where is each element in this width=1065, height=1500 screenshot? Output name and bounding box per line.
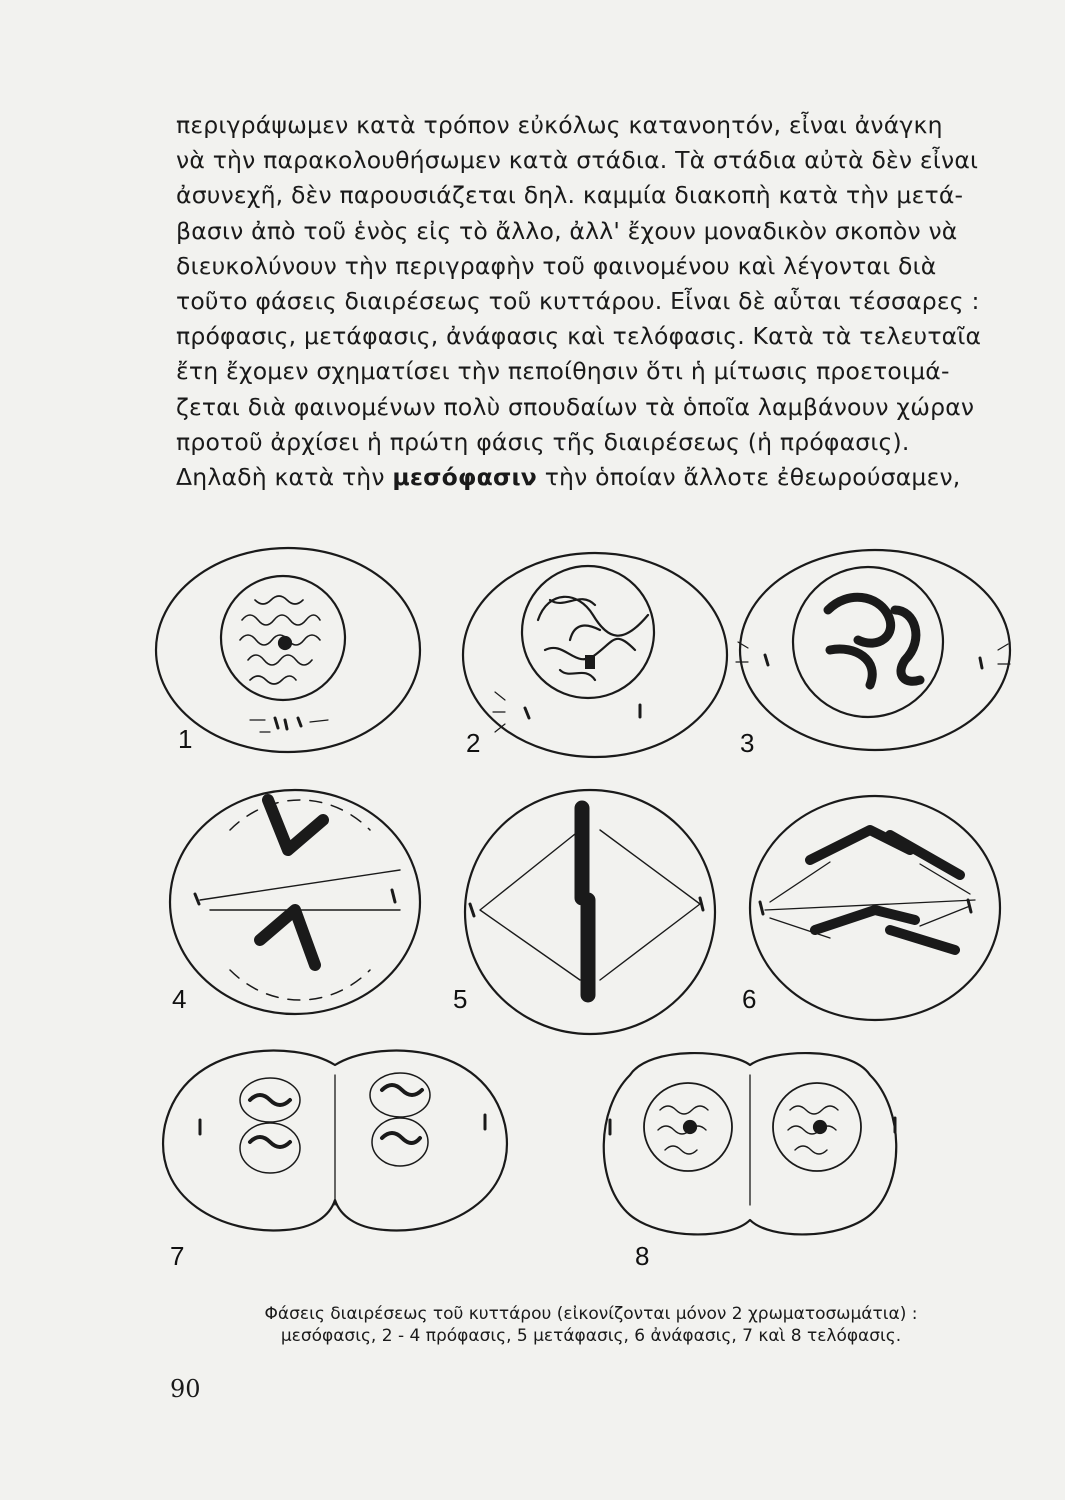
figure-label-1: 1 xyxy=(178,724,193,754)
text-line: διευκολύνουν τὴν περιγραφὴν τοῦ φαινομένου καὶ λέγονται διὰ xyxy=(176,251,937,280)
figure-caption xyxy=(176,1303,1006,1347)
text-line: ζεται διὰ φαινομένων πολὺ σπουδαίων τὰ ὁποῖα λαμβάνουν χώραν xyxy=(176,392,975,421)
figure-label-2: 2 xyxy=(466,728,481,758)
caption-line: Φάσεις διαιρέσεως τοῦ κυττάρου (εἰκονίζονται μόνον 2 χρωματοσωμάτια) : xyxy=(264,1304,918,1324)
cell-3-prophase xyxy=(736,550,1010,750)
figure-label-6: 6 xyxy=(742,984,757,1014)
text-segment: τὴν ὁποίαν ἄλλοτε ἐθεωρούσαμεν, xyxy=(537,463,961,492)
cell-5-metaphase xyxy=(465,790,715,1034)
text-line: πρόφασις, μετάφασις, ἀνάφασις καὶ τελόφασις. Κατὰ τὰ τελευταῖα xyxy=(176,322,982,351)
bold-term-mesophase: μεσόφασιν xyxy=(392,463,538,492)
text-line: ἔτη ἔχομεν σχηματίσει τὴν πεποίθησιν ὅτι ἡ μίτωσις προετοιμά- xyxy=(176,357,950,386)
text-line: περιγράψωμεν κατὰ τρόπον εὐκόλως κατανοητόν, εἶναι ἀνάγκη xyxy=(176,111,943,139)
text-line: προτοῦ ἀρχίσει ἡ πρώτη φάσις τῆς διαιρέσεως (ἡ πρόφασις). xyxy=(176,427,910,456)
mitosis-figure xyxy=(150,530,1030,1290)
cell-7-telophase xyxy=(163,1051,507,1231)
text-line: τοῦτο φάσεις διαιρέσεως τοῦ κυττάρου. Εἶναι δὲ αὗται τέσσαρες : xyxy=(176,287,980,316)
text-line: βασιν ἀπὸ τοῦ ἑνὸς εἰς τὸ ἄλλο, ἀλλ' ἔχουν μοναδικὸν σκοπὸν νὰ xyxy=(176,216,958,245)
figure-label-7: 7 xyxy=(170,1241,185,1271)
body-text xyxy=(176,108,1008,495)
text-line: ἀσυνεχῆ, δὲν παρουσιάζεται δηλ. καμμία διακοπὴ κατὰ τὴν μετά- xyxy=(176,181,964,210)
text-segment: Δηλαδὴ κατὰ τὴν xyxy=(176,463,393,492)
text-line-last xyxy=(176,460,1008,495)
page-number: 90 xyxy=(170,1375,201,1403)
cell-8-telophase xyxy=(604,1053,897,1234)
text-line: νὰ τὴν παρακολουθήσωμεν κατὰ στάδια. Τὰ στάδια αὐτὰ δὲν εἶναι xyxy=(176,146,979,175)
cell-1-interphase xyxy=(156,548,420,752)
mitosis-illustration xyxy=(150,530,1030,1290)
figure-label-5: 5 xyxy=(453,984,468,1014)
cell-6-anaphase xyxy=(750,796,1000,1020)
cell-2-prophase xyxy=(463,553,727,757)
caption-line: μεσόφασις, 2 - 4 πρόφασις, 5 μετάφασις, 6 ἀνάφασις, 7 καὶ 8 τελόφασις. xyxy=(280,1326,902,1346)
figure-label-8: 8 xyxy=(635,1241,650,1271)
figure-label-4: 4 xyxy=(172,984,187,1014)
cell-4-prophase xyxy=(170,790,420,1014)
figure-label-3: 3 xyxy=(740,728,755,758)
